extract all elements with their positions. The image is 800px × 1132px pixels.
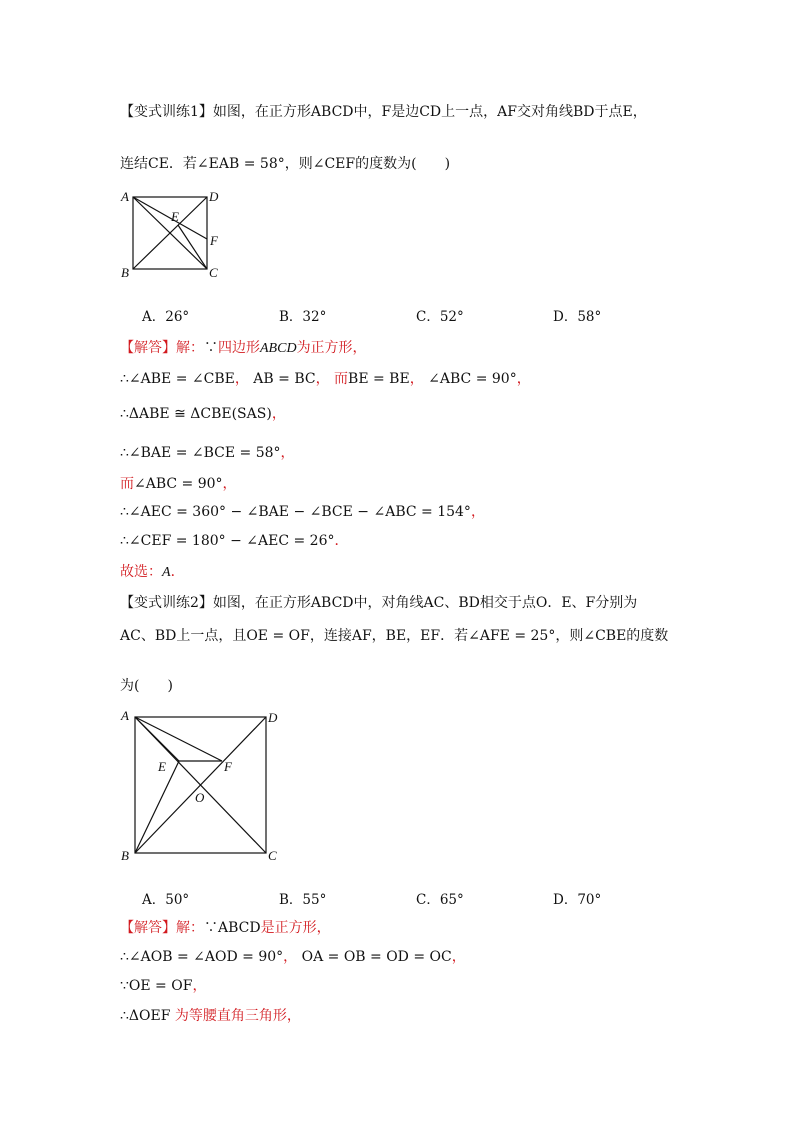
q1-line-2: 连结CE．若∠EAB = 58°，则∠CEF的度数为( ): [120, 156, 451, 172]
q1-sol-line-6: [120, 501, 485, 521]
q2-choice-c[interactable]: [416, 888, 464, 908]
q2-choice-a[interactable]: [142, 888, 189, 908]
q1-sol-line-2: [120, 368, 531, 388]
q2-sol-l3b: ，: [192, 978, 207, 994]
q2-sol-l3a: ∵OE = OF: [120, 978, 193, 994]
q2-choice-a-letter: A．: [142, 892, 166, 908]
q2-sol-l4b: 为等腰直角三角形，: [174, 1008, 301, 1024]
q2-choice-c-letter: C．: [416, 892, 440, 908]
q2-label-e: E: [158, 759, 166, 774]
q1-label-c: C: [209, 265, 218, 280]
q1-choice-d-value: 58°: [577, 309, 602, 325]
q2-choice-b-value: 55°: [302, 892, 327, 908]
q2-label-b: B: [121, 848, 129, 863]
q1-sol-l8b: A: [162, 565, 171, 580]
q1-sol-l1a: ∵: [204, 340, 218, 356]
q1-label-d: D: [209, 189, 219, 204]
q1-choice-d-letter: D．: [553, 309, 578, 325]
q1-sol-l2b: ，: [234, 371, 249, 387]
q1-line-1: 【变式训练1】如图，在正方形ABCD中，F是边CD上一点，AF交对角线BD于点E，: [120, 104, 647, 120]
q2-choice-b[interactable]: [279, 888, 326, 908]
q1-sol-l2a: ∴∠ABE = ∠CBE: [120, 371, 235, 387]
q1-choice-c-letter: C．: [416, 309, 440, 325]
q2-choice-c-value: 65°: [439, 892, 464, 908]
q1-sol-line-7: [120, 530, 348, 550]
q1-label-f: F: [210, 233, 218, 248]
q1-sol-l6a: ∴∠AEC = 360° − ∠BAE − ∠BCE − ∠ABC = 154°: [120, 504, 471, 520]
q1-sol-l8c: ．: [170, 564, 185, 580]
q1-label-b: B: [121, 265, 129, 280]
q1-sol-line-1: [120, 337, 367, 357]
q1-sol-l2h: ∠ABC = 90°: [428, 371, 517, 387]
q1-choice-a-value: 26°: [165, 309, 190, 325]
q1-sol-line-8: [120, 561, 185, 581]
q2-label-c: C: [268, 848, 277, 863]
q1-sol-l2f: BE = BE: [348, 371, 410, 387]
q1-sol-l1d: 为正方形，: [296, 340, 367, 356]
q2-sol-line-1: [120, 917, 331, 937]
q2-choice-d[interactable]: [553, 888, 601, 908]
q1-choice-b-letter: B．: [279, 309, 303, 325]
q2-line-3: 为( ): [120, 678, 173, 694]
q1-sol-l5b: ∠ABC = 90°: [134, 476, 223, 492]
q1-sol-l1b: 四边形: [218, 340, 260, 356]
q1-sol-l4b: ，: [280, 445, 295, 461]
q2-choice-a-value: 50°: [165, 892, 190, 908]
q1-sol-line-5: [120, 473, 237, 493]
q1-sol-l7a: ∴∠CEF = 180° − ∠AEC = 26°: [120, 533, 335, 549]
q2-sol-line-2: [120, 946, 466, 966]
q1-sol-l2g: ，: [409, 371, 424, 387]
q2-sol-l1a: ∵ABCD: [204, 920, 261, 936]
q1-sol-l1c: ABCD: [260, 341, 297, 356]
q2-sol-line-4: [120, 1005, 301, 1025]
q1-sol-head2: 解：: [176, 340, 204, 356]
q2-choice-d-value: 70°: [577, 892, 602, 908]
q2-figure: [116, 704, 291, 864]
q2-label-f: F: [224, 759, 232, 774]
q2-sol-head: 【解答】: [120, 920, 176, 936]
q1-label-e: E: [171, 209, 179, 224]
q2-choice-b-letter: B．: [279, 892, 303, 908]
q2-sol-l1b: 是正方形，: [260, 920, 331, 936]
q1-sol-line-3: [120, 403, 286, 423]
q1-choice-b[interactable]: [279, 305, 326, 325]
q2-sol-l4a: ∴ΔOEF: [120, 1008, 171, 1024]
q2-sol-l2c: OA = OB = OD = OC: [301, 949, 452, 965]
q2-label-o: O: [195, 790, 205, 805]
q2-choice-d-letter: D．: [553, 892, 578, 908]
q1-choice-a-letter: A．: [142, 309, 166, 325]
q1-sol-l2c: AB = BC: [253, 371, 316, 387]
q2-label-a: A: [121, 708, 129, 723]
q1-sol-l8a: 故选：: [120, 564, 162, 580]
q1-sol-l5c: ，: [222, 476, 237, 492]
q1-choice-b-value: 32°: [302, 309, 327, 325]
q1-sol-l3a: ∴ΔABE ≅ ΔCBE(SAS): [120, 406, 272, 422]
q1-choice-a[interactable]: [142, 305, 189, 325]
q1-sol-l6b: ，: [470, 504, 485, 520]
q1-sol-l7b: ．: [334, 533, 349, 549]
q2-sol-head2: 解：: [176, 920, 204, 936]
q2-line-1: 【变式训练2】如图，在正方形ABCD中，对角线AC、BD相交于点O．E、F分别为: [120, 595, 638, 611]
q2-sol-line-3: [120, 975, 206, 995]
q1-sol-line-4: [120, 442, 295, 462]
q2-sol-l2d: ，: [451, 949, 466, 965]
q2-sol-l2b: ，: [283, 949, 298, 965]
q1-sol-l5a: 而: [120, 476, 134, 492]
q1-sol-l4a: ∴∠BAE = ∠BCE = 58°: [120, 445, 281, 461]
q1-figure: [116, 183, 226, 283]
q2-label-d: D: [268, 710, 278, 725]
q2-sol-l2a: ∴∠AOB = ∠AOD = 90°: [120, 949, 284, 965]
q1-sol-l2d: ，: [315, 371, 330, 387]
q1-label-a: A: [121, 189, 129, 204]
q1-choice-c-value: 52°: [439, 309, 464, 325]
q1-choice-d[interactable]: [553, 305, 601, 325]
q1-sol-l3b: ，: [271, 406, 286, 422]
q1-sol-l2e: 而: [334, 371, 349, 387]
q1-sol-l2i: ，: [516, 371, 531, 387]
q1-choice-c[interactable]: [416, 305, 464, 325]
q2-line-2: AC、BD上一点，且OE = OF，连接AF，BE，EF．若∠AFE = 25°，则∠CBE的度数: [120, 628, 669, 644]
q1-sol-head: 【解答】: [120, 340, 176, 356]
